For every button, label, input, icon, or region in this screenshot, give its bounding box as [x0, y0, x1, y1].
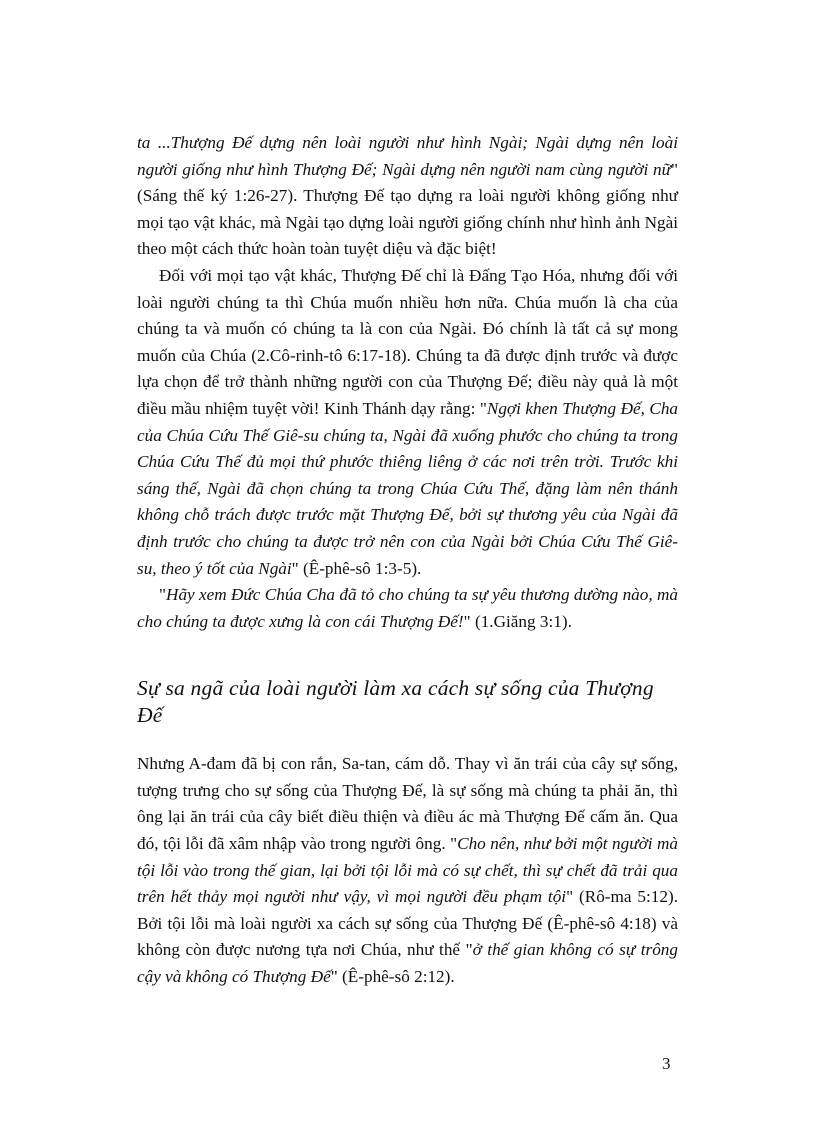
john-open-quote: " — [159, 585, 167, 605]
romans-reference-text: " (Rô-ma 5:12). Bởi tội lỗi mà loài người xa cách sự sống của Thượng Đế (Ê-phê-sô 4:18) và không còn được nương tựa nơi Chúa, như thế " — [137, 887, 678, 960]
paragraph-john-quote — [137, 582, 678, 635]
ephesians-2-reference: " (Ê-phê-sô 2:12). — [330, 967, 455, 987]
genesis-reference-text: "(Sáng thế ký 1:26-27). Thượng Đế tạo dựng ra loài người không giống như mọi tạo vật khác, mà Ngài tạo dựng loài người giống chính như hình ảnh Ngài theo một cách thức hoàn toàn tuyệt diệu và đặc biệt! — [137, 159, 678, 259]
genesis-quote: ta ...Thượng Đế dựng nên loài người như hình Ngài; Ngài dựng nên loài người giống như hình Thượng Đế; Ngài dựng nên người nam cùng người nữ — [137, 133, 678, 179]
paragraph-creation-in-image — [137, 130, 678, 263]
ephesians-reference: " (Ê-phê-sô 1:3-5). — [291, 558, 422, 578]
john-reference: " (1.Giăng 3:1). — [463, 611, 572, 631]
paragraph-children-of-god — [137, 263, 678, 582]
fall-text: Nhưng A-đam đã bị con rắn, Sa-tan, cám dỗ. Thay vì ăn trái của cây sự sống, tượng trưng cho sự sống của Thượng Đế, là sự sống mà chúng ta phải ăn, thì ông lại ăn trái của cây biết điều thiện và điều ác mà Thượng Đế cấm ăn. Qua đó, tội lỗi đã xâm nhập vào trong người ông. " — [137, 754, 678, 854]
romans-quote: Cho nên, như bởi một người mà tội lỗi vào trong thế gian, lại bởi tội lỗi mà có sự chết, thì sự chết đã trải qua trên hết thảy mọi người như vậy, vì mọi người đều phạm tội — [137, 834, 678, 907]
john-quote: Hãy xem Đức Chúa Cha đã tỏ cho chúng ta sự yêu thương dường nào, mà cho chúng ta được xưng là con cái Thượng Đế! — [137, 585, 678, 631]
ephesians-quote: Ngợi khen Thượng Đế, Cha của Chúa Cứu Thế Giê-su chúng ta, Ngài đã xuống phước cho chúng ta trong Chúa Cứu Thế đủ mọi thứ phước thiêng liêng ở các nơi trên trời. Trước khi sáng thế, Ngài đã chọn chúng ta trong Chúa Cứu Thế, đặng làm nên thánh không chỗ trách được trước mặt Thượng Đế, bởi sự thương yêu của Ngài đã định trước cho chúng ta được trở nên con của Ngài bởi Chúa Cứu Thế Giê-su, theo ý tốt của Ngài — [137, 398, 679, 578]
page-body — [137, 130, 678, 991]
children-of-god-text: Đối với mọi tạo vật khác, Thượng Đế chỉ là Đấng Tạo Hóa, nhưng đối với loài người chúng ta thì Chúa muốn nhiều hơn nữa. Chúa muốn là cha của chúng ta và muốn có chúng ta là con của Ngài. Đó chính là tất cả sự mong muốn của Chúa (2.Cô-rinh-tô 6:17-18). Chúng ta đã được định trước và được lựa chọn để trở thành những người con của Thượng Đế; điều này quả là một điều mầu nhiệm tuyệt vời! Kinh Thánh dạy rằng: " — [137, 265, 678, 418]
paragraph-fall-of-man — [137, 751, 678, 990]
page-number: 3 — [662, 1054, 671, 1073]
section-heading: Sự sa ngã của loài người làm xa cách sự sống của Thượng Đế — [137, 676, 654, 728]
ephesians-2-quote: ở thế gian không có sự trông cậy và không có Thượng Đế — [137, 940, 678, 987]
